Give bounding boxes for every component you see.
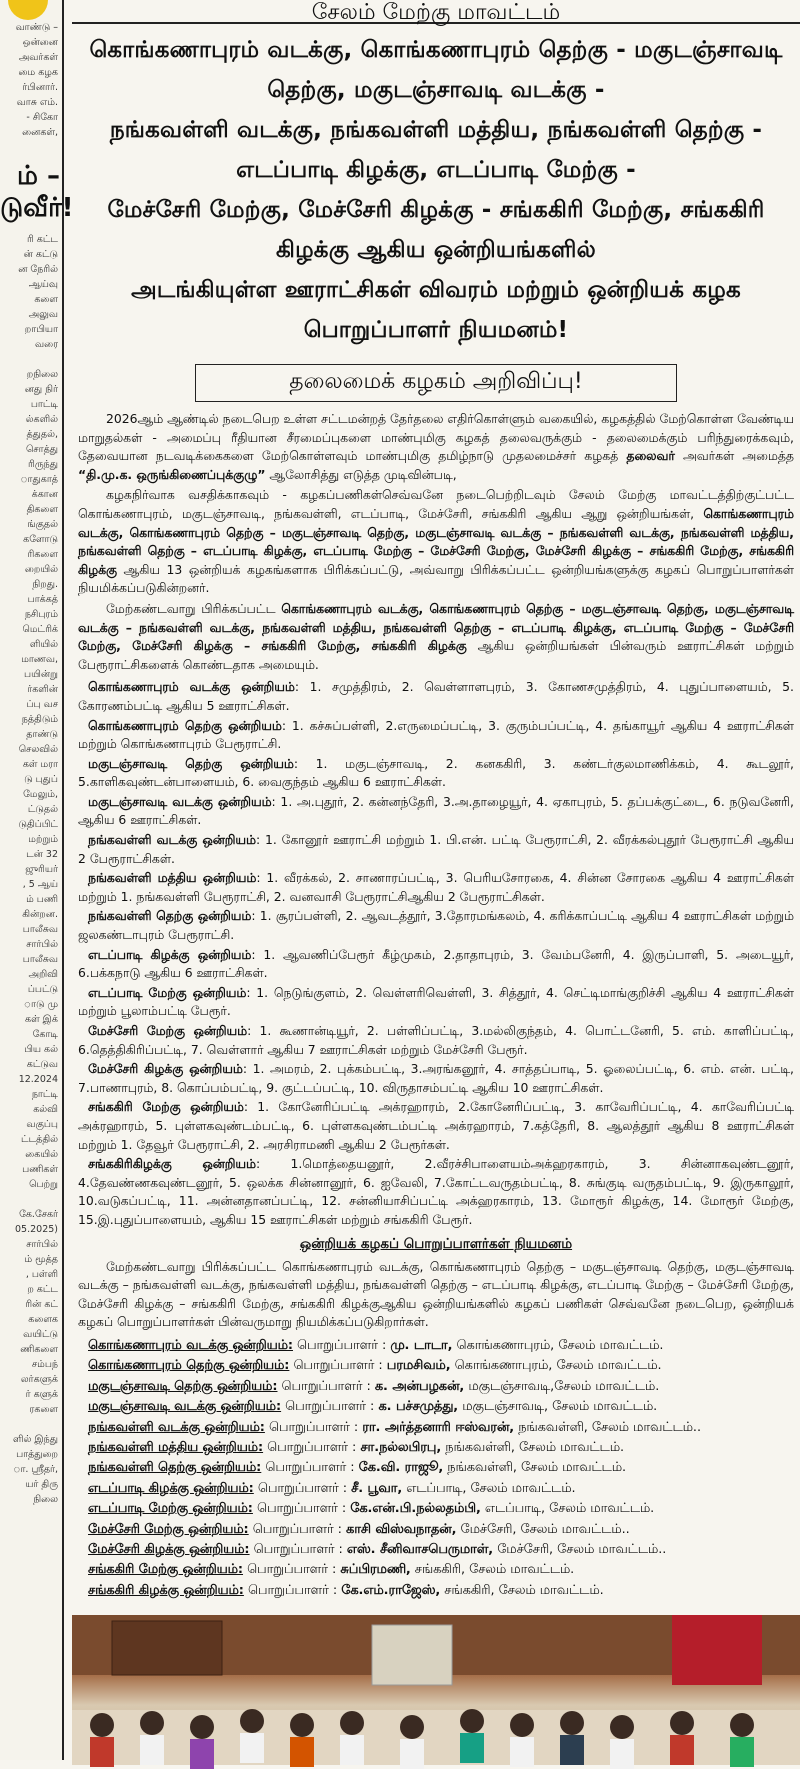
adjacent-text-fragment: - சிகோ <box>26 112 58 123</box>
text-run: மேற்கண்டவாறு பிரிக்கப்பட்ட <box>106 600 282 616</box>
adjacent-text-fragment: னைகள், <box>22 127 58 138</box>
union-entry <box>78 717 794 754</box>
adjacent-text-fragment: கட்டுவ <box>26 1059 58 1070</box>
appointment-row <box>78 1581 794 1601</box>
adjacent-text-fragment: கள் மரா <box>22 759 58 770</box>
adjacent-text-fragment: ரின் கட் <box>25 1299 58 1310</box>
adjacent-text-fragment: ப்பட்டு <box>27 984 58 995</box>
appointee-name: சுப்பிரமணி, <box>340 1562 411 1578</box>
union-villages: : 1. அ.புதூர், 2. கன்னந்தேரி, 3.அ.தாழையூர், 4. ஏகாபுரம், 5. தப்பக்குட்டை, 6. நடுவனேரி, ஆகிய 6 ஊராட்சிகள். <box>78 793 794 828</box>
appointment-row <box>78 1397 794 1417</box>
appointee-name: சா.நல்லபிரபு, <box>360 1439 442 1455</box>
union-list <box>78 678 794 1229</box>
union-name: எடப்பாடி கிழக்கு ஒன்றியம் <box>88 946 252 962</box>
text-run: 2026ஆம் ஆண்டில் நடைபெற உள்ள சட்டமன்றத் தேர்தலை எதிர்கொள்ளும் வகையில், கழகத்தில் மேற்கொள்ள வேண்டிய மாறுதல்கள் - அமைப்பு ரீதியான சீரமைப்புகளை மாண்புமிகு கழகத் தலைவருக்கும் - தலைமைக்கும் பரிந்துரைக்கவும், தேவையான நடவடிக்கைகளை மேற்கொள்ளவும் மாண்புமிகு தமிழ்நாடு முதலமைச்சர் கழகத் <box>78 411 794 464</box>
text-run: கழகநிர்வாக வசதிக்காகவும் - கழகப்பணிகள்செவ்வனே நடைபெற்றிடவும் சேலம் மேற்கு மாவட்டத்திற்குட்பட்ட கொங்கணாபுரம், மகுடஞ்சாவடி, நங்கவள்ளி, எடப்பாடி, மேச்சேரி, சங்ககிரி ஆகிய ஆறு ஒன்றியங்கள், <box>78 487 794 521</box>
appointment-role: பொறுப்பாளர் : <box>289 1358 387 1374</box>
adjacent-text-fragment: 05.2025) <box>15 1224 58 1235</box>
adjacent-text-fragment: சார்பில் <box>26 1239 58 1250</box>
appointee-name: ரா. அர்த்தனாரி ஈஸ்வரன், <box>362 1419 515 1435</box>
adjacent-text-fragment: னது நிர் <box>24 384 58 395</box>
union-name: மகுடஞ்சாவடி தெற்கு ஒன்றியம் <box>88 755 294 771</box>
appointee-place: நங்கவள்ளி, சேலம் மாவட்டம். <box>441 1439 625 1455</box>
appointee-name: கே.என்.பி.நல்லதம்பி, <box>350 1501 481 1517</box>
appointee-name: கே.வி. ராஜூ, <box>358 1460 444 1476</box>
appointment-row <box>78 1377 794 1397</box>
appointment-union: சங்ககிரி மேற்கு ஒன்றியம்: <box>88 1562 244 1578</box>
adjacent-text-fragment: மேலும், <box>23 789 58 800</box>
union-name: சங்ககிரிகிழக்கு ஒன்றியம் <box>88 1156 257 1172</box>
adjacent-text-fragment: , 5 ஆய் <box>22 879 58 890</box>
adjacent-text-fragment: ளில் இந்து <box>13 1434 58 1445</box>
appointee-place: கொங்கணாபுரம், சேலம் மாவட்டம். <box>452 1337 664 1353</box>
union-name: சங்ககிரி மேற்கு ஒன்றியம் <box>88 1099 244 1115</box>
appointee-name: சீ. பூவா, <box>351 1480 403 1496</box>
appointment-role: பொறுப்பாளர் : <box>252 1501 351 1517</box>
union-entry <box>78 1022 794 1059</box>
appointment-row <box>78 1499 794 1519</box>
appointment-role: பொறுப்பாளர் : <box>248 1521 347 1537</box>
adjacent-text-fragment: திகளை <box>26 504 58 515</box>
adjacent-text-fragment: ரிருந்து <box>28 459 58 470</box>
adjacent-text-fragment: பாலீசுவ <box>22 924 58 935</box>
adjacent-text-fragment: சார்பில் <box>26 939 58 950</box>
appointments-title: ஒன்றியக் கழகப் பொறுப்பாளர்கள் நியமனம் <box>299 1235 573 1252</box>
union-villages: : 1. கச்சுப்பள்ளி, 2.எருமைப்பட்டி, 3. குரும்பப்பட்டி, 4. தங்காயூர் ஆகிய 4 ஊராட்சிகள் மற்றும் கொங்கணாபுரம் பேரூராட்சி. <box>78 717 794 752</box>
union-entry <box>78 793 794 830</box>
appointment-role: பொறுப்பாளர் : <box>277 1378 375 1394</box>
adjacent-text-fragment: ற கட்ட <box>27 1284 58 1295</box>
adjacent-text-fragment: சம்பந் <box>31 1359 58 1370</box>
union-name: நங்கவள்ளி தெற்கு ஒன்றியம் <box>88 908 252 924</box>
announcement-article <box>72 0 800 1731</box>
adjacent-text-fragment: த்துதல், <box>26 429 58 440</box>
union-name: மேச்சேரி மேற்கு ஒன்றியம் <box>88 1023 248 1038</box>
union-villages: : 1. நெடுங்குளம், 2. வெள்ளரிவெள்ளி, 3. சித்தூர், 4. செட்டிமாங்குறிச்சி ஆகிய 4 ஊராட்சிகள் மற்றும் பூலாம்பட்டி பேரூர். <box>78 984 794 1019</box>
adjacent-text-fragment: பாலீசுவ <box>22 954 58 965</box>
adjacent-text-fragment: டுதிப்பிட் <box>18 819 58 830</box>
appointment-role: பொறுப்பாளர் : <box>263 1439 361 1455</box>
adjacent-text-fragment: அவர்கள் <box>18 52 58 63</box>
adjacent-text-fragment: பாட்டி <box>30 399 58 410</box>
appointee-place: நங்கவள்ளி, சேலம் மாவட்டம்.. <box>514 1419 702 1435</box>
appointment-union: மகுடஞ்சாவடி வடக்கு ஒன்றியம்: <box>88 1399 282 1415</box>
adjacent-text-fragment: ளியில் <box>29 639 58 650</box>
union-name: மகுடஞ்சாவடி வடக்கு ஒன்றியம் <box>88 793 272 809</box>
adjacent-text-fragment <box>0 352 62 367</box>
appointee-place: எடப்பாடி, சேலம் மாவட்டம். <box>480 1501 655 1517</box>
union-entry <box>78 678 794 715</box>
union-name: எடப்பாடி மேற்கு ஒன்றியம் <box>88 984 247 1000</box>
appointment-role: பொறுப்பாளர் : <box>253 1480 352 1496</box>
adjacent-text-fragment: ரிகளை <box>27 549 58 560</box>
appointment-role: பொறுப்பாளர் : <box>249 1541 347 1557</box>
adjacent-text-fragment: களோடு <box>23 534 58 545</box>
adjacent-text-fragment: கின்றன. <box>22 909 58 920</box>
union-villages: : 1. வீரக்கல், 2. சாணாரப்பட்டி, 3. பெரியசோரகை, 4. சின்ன சோரகை ஆகிய 4 ஊராட்சிகள் மற்றும் 1. நங்கவள்ளி பேரூராட்சி, 2. வனவாசி பேரூராட்சிஆகிய 2 பேரூராட்சிகள். <box>78 870 794 904</box>
union-entry <box>78 946 794 983</box>
adjacent-column-fragment <box>0 0 74 1760</box>
news-photo <box>72 1615 800 1765</box>
text-run: ஆகிய ஒன்றியங்கள் பின்வரும் ஊராட்சிகள் மற்றும் பேரூராட்சிகளைக் கொண்டதாக அமையும். <box>78 638 794 672</box>
adjacent-text-fragment: நிறது. <box>32 579 58 590</box>
appointment-union: மகுடஞ்சாவடி தெற்கு ஒன்றியம்: <box>88 1378 278 1394</box>
text-run: ஆலோசித்து எடுத்த முடிவின்படி, <box>265 466 457 482</box>
adjacent-text-fragment: ஜுரியர் <box>25 864 58 875</box>
notice-title-box: தலைமைக் கழகம் அறிவிப்பு! <box>195 364 677 402</box>
adjacent-text-fragment: மற்றும் <box>28 834 58 845</box>
union-villages: : 1. கோனூர் ஊராட்சி மற்றும் 1. பி.என். பட்டி பேரூராட்சி, 2. வீரக்கல்புதூர் பேரூராட்சி ஆகிய 2 பேரூராட்சிகள். <box>78 832 794 866</box>
intro-paragraph-3 <box>78 600 794 674</box>
union-villages: : 1. கோனேரிப்பட்டி அக்ரஹாரம், 2.கோனேரிப்பட்டி, 3. காவேரிப்பட்டி, 4. காவேரிப்பட்டி அக்ரஹாரம், 5. புள்ளகவுண்டம்பட்டி, 6. புள்ளகவுண்டம்பட்டி அக்ரஹாரம், 7.கத்தேரி, 8. ஆலத்தூர் ஆகிய 8 ஊராட்சிகள் மற்றும் 1. தேவூர் பேரூராட்சி, 2. அரசிராமணி ஆகிய 2 பேரூர்கள். <box>78 1099 794 1152</box>
adjacent-text-fragment: டன் 32 <box>26 849 58 860</box>
adjacent-text-fragment: ர்களின் <box>27 684 58 695</box>
union-entry <box>78 755 794 792</box>
adjacent-text-fragment: மாணவ, <box>21 654 58 665</box>
adjacent-text-fragment: ஒன்னை <box>22 37 58 48</box>
adjacent-text-fragment: ஆய்வு <box>28 279 58 290</box>
appointment-union: எடப்பாடி மேற்கு ஒன்றியம்: <box>88 1501 253 1517</box>
adjacent-text-fragment: அலுவ <box>28 309 58 320</box>
appointee-place: மகுடஞ்சாவடி, சேலம் மாவட்டம். <box>458 1399 658 1415</box>
appointee-place: சங்ககிரி, சேலம் மாவட்டம். <box>410 1562 575 1578</box>
adjacent-text-fragment: களைக <box>28 1314 58 1325</box>
union-name: கொங்கணாபுரம் வடக்கு ஒன்றியம் <box>88 679 295 695</box>
appointment-role: பொறுப்பாளர் : <box>243 1582 342 1598</box>
adjacent-headline-fragment-1: ம் – <box>17 161 60 191</box>
adjacent-text-fragment: பெற்று <box>29 1179 58 1190</box>
text-run-bold: தலைவர் <box>626 448 675 464</box>
appointment-union: மேச்சேரி கிழக்கு ஒன்றியம்: <box>88 1541 250 1557</box>
adjacent-text-fragment: வரை <box>35 339 58 350</box>
appointment-union: மேச்சேரி மேற்கு ஒன்றியம்: <box>88 1521 249 1537</box>
text-run-bold: கொங்கணாபுரம் வடக்கு, கொங்கணாபுரம் தெற்கு – மகுடஞ்சாவடி தெற்கு, மகுடஞ்சாவடி வடக்கு – நங்கவள்ளி வடக்கு, நங்கவள்ளி மத்திய, நங்கவள்ளி தெற்கு – எடப்பாடி கிழக்கு, எடப்பாடி மேற்கு – மேச்சேரி மேற்கு, மேச்சேரி கிழக்கு – சங்ககிரி மேற்கு, சங்ககிரி கிழக்கு <box>78 505 794 577</box>
appointment-union: எடப்பாடி கிழக்கு ஒன்றியம்: <box>88 1480 254 1496</box>
adjacent-text-fragment: கோடி <box>32 1029 58 1040</box>
adjacent-text-fragment: ல்களில் <box>25 414 58 425</box>
appointment-row <box>78 1438 794 1458</box>
text-run-bold: கொங்கணாபுரம் வடக்கு, கொங்கணாபுரம் தெற்கு – மகுடஞ்சாவடி தெற்கு, மகுடஞ்சாவடி வடக்கு – நங்கவள்ளி வடக்கு, நங்கவள்ளி மத்திய, நங்கவள்ளி தெற்கு – எடப்பாடி கிழக்கு, எடப்பாடி மேற்கு – மேச்சேரி மேற்கு, மேச்சேரி கிழக்கு – சங்ககிரி மேற்கு, சங்ககிரி கிழக்கு <box>78 600 794 654</box>
appointment-union: நங்கவள்ளி வடக்கு ஒன்றியம்: <box>88 1419 265 1435</box>
adjacent-text-fragment: லர்களுக் <box>20 1374 58 1385</box>
headline-line: மேச்சேரி மேற்கு, மேச்சேரி கிழக்கு - சங்ககிரி மேற்கு, சங்ககிரி கிழக்கு ஆகிய ஒன்றியங்களில் <box>107 197 765 263</box>
union-villages: : 1. அமரம், 2. புக்கம்பட்டி, 3.அரங்கனூர், 4. சாத்தப்பாடி, 5. ஓலைப்பட்டி, 6. எம். என். பட்டி, 7.பாணாபுரம், 8. கொப்பம்பட்டி, 9. குட்டப்பட்டி, 10. விருதாசம்பட்டி ஆகிய 10 ஊராட்சிகள். <box>78 1061 794 1095</box>
adjacent-text-fragment: பயின்று <box>24 669 58 680</box>
appointment-row <box>78 1418 794 1438</box>
appointee-place: எடப்பாடி, சேலம் மாவட்டம். <box>402 1480 576 1496</box>
adjacent-text-fragment: ம் மூத்த <box>24 1254 58 1265</box>
adjacent-text-fragment: ன் கட்டு <box>23 249 58 260</box>
union-entry <box>78 1098 794 1154</box>
adjacent-text-fragment: நசிபுரம் <box>24 609 58 620</box>
group-photo-illustration <box>72 1615 800 1765</box>
text-run: ஆகிய 13 ஒன்றியக் கழகங்களாக பிரிக்கப்பட்டு, அவ்வாறு பிரிக்கப்பட்ட ஒன்றியங்களுக்கு கழகப் பொறுப்பாளர்கள் நியமிக்கப்படுகின்றனர். <box>78 561 794 596</box>
appointee-name: மு. டாடா, <box>390 1337 453 1353</box>
union-entry <box>78 831 794 868</box>
adjacent-text-fragment: நாட்டி <box>31 1089 58 1100</box>
appointee-place: நங்கவள்ளி, சேலம் மாவட்டம். <box>443 1460 627 1476</box>
intro-paragraph-2 <box>78 486 794 598</box>
appointment-role: பொறுப்பாளர் : <box>281 1399 379 1415</box>
union-villages: : 1. சூரப்பள்ளி, 2. ஆவடத்தூர், 3.தோரமங்கலம், 4. கரிக்காப்பட்டி ஆகிய 4 ஊராட்சிகள் மற்றும் ஜலகண்டாபுரம் பேரூராட்சி. <box>78 908 794 943</box>
adjacent-text-fragment: ரி கட்ட <box>26 234 58 245</box>
adjacent-text-fragment: அறிவி <box>28 969 58 980</box>
headline-line: கொங்கணாபுரம் வடக்கு, கொங்கணாபுரம் தெற்கு - மகுடஞ்சாவடி தெற்கு, மகுடஞ்சாவடி வடக்கு - <box>89 37 783 103</box>
text-run: அவர்கள் அமைத்த <box>674 448 794 464</box>
appointee-name: காசி விஸ்வநாதன், <box>346 1521 457 1537</box>
adjacent-text-fragment: பிய கல் <box>24 1044 58 1055</box>
adjacent-text-fragment: ப்பு வச <box>26 699 58 710</box>
appointee-place: மேச்சேரி, சேலம் மாவட்டம்.. <box>493 1541 667 1557</box>
adjacent-text-fragment: ாடு மு <box>23 999 58 1010</box>
adjacent-text-fragment: நத்திடும் <box>21 714 58 725</box>
adjacent-text-fragment: ரகளை <box>29 1404 58 1415</box>
union-villages: : 1. ஆவணிப்பேரூர் கீழ்முகம், 2.தாதாபுரம், 3. வேம்பனேரி, 4. இருப்பாளி, 5. அடையூர், 6.பக்கநாடு ஆகிய 6 ஊராட்சிகள். <box>78 946 794 981</box>
union-villages: : 1. சமுத்திரம், 2. வெள்ளாளபுரம், 3. கோணசமுத்திரம், 4. புதுப்பாளையம், 5. கோரணம்பட்டி ஆகிய 5 ஊராட்சிகள். <box>78 679 794 713</box>
adjacent-text-fragment: வகுப்பு <box>26 1119 58 1130</box>
adjacent-text-fragment: ா. ஸ்ரீதர், <box>13 1464 58 1475</box>
adjacent-text-fragment: வாண்டு – <box>15 22 58 33</box>
adjacent-text-fragment: வாசு எம். <box>16 97 58 108</box>
appointee-place: மேச்சேரி, சேலம் மாவட்டம்.. <box>456 1521 630 1537</box>
appointments-intro: மேற்கண்டவாறு பிரிக்கப்பட்ட கொங்கணாபுரம் வடக்கு, கொங்கணாபுரம் தெற்கு – மகுடஞ்சாவடி தெற்கு, மகுடஞ்சாவடி வடக்கு – நங்கவள்ளி வடக்கு, நங்கவள்ளி மத்திய, நங்கவள்ளி தெற்கு – எடப்பாடி கிழக்கு, எடப்பாடி மேற்கு – மேச்சேரி மேற்கு, மேச்சேரி கிழக்கு – சங்ககிரி மேற்கு, சங்ககிரி கிழக்குஆகிய ஒன்றியங்களில் கழகப் பணிகள் செவ்வனே நடைபெற, ஒன்றியக் கழகப் பொறுப்பாளர்கள் பின்வருமாறு நியமிக்கப்படுகிறார்கள். <box>78 1258 794 1330</box>
union-villages: : 1. கூணான்டியூர், 2. பள்ளிப்பட்டி, 3.மல்லிகுந்தம், 4. பொட்டனேரி, 5. எம். காளிப்பட்டி, 6.தெத்திகிரிப்பட்டி, 7. வெள்ளார் ஆகிய 7 ஊராட்சிகள் மற்றும் மேச்சேரி பேரூர். <box>78 1023 794 1057</box>
adjacent-text-fragment: கே.சேகர் <box>19 1209 58 1220</box>
adjacent-text-fragment: ட்டுதல் <box>27 804 58 815</box>
appointee-name: கே.எம்.ராஜேஸ், <box>341 1582 441 1598</box>
adjacent-text-fragment: ன நேரில் <box>18 264 58 275</box>
adjacent-headline-fragment-2: டுவீர்! <box>0 193 74 223</box>
union-name: கொங்கணாபுரம் தெற்கு ஒன்றியம் <box>88 717 282 733</box>
adjacent-text-fragment: டு புதுப் <box>24 774 58 785</box>
adjacent-text-fragment: வயிட்டு <box>23 1329 58 1340</box>
union-name: மேச்சேரி கிழக்கு ஒன்றியம் <box>88 1061 243 1077</box>
appointment-union: கொங்கணாபுரம் தெற்கு ஒன்றியம்: <box>88 1358 290 1374</box>
appointment-row <box>78 1356 794 1376</box>
adjacent-text-fragment: றாபியா <box>24 324 58 335</box>
adjacent-text-fragment: கையில் <box>25 1149 58 1160</box>
appointee-place: சங்ககிரி, சேலம் மாவட்டம். <box>440 1582 604 1598</box>
appointment-role: பொறுப்பாளர் : <box>292 1337 391 1353</box>
adjacent-text-fragment: ம் பணி <box>26 894 58 905</box>
appointment-union: சங்ககிரி கிழக்கு ஒன்றியம்: <box>88 1582 244 1598</box>
appointment-union: நங்கவள்ளி மத்திய ஒன்றியம்: <box>88 1439 264 1455</box>
appointment-row <box>78 1560 794 1580</box>
headline-line: நங்கவள்ளி வடக்கு, நங்கவள்ளி மத்திய, நங்கவள்ளி தெற்கு - எடப்பாடி கிழக்கு, எடப்பாடி மேற்கு - <box>109 117 763 183</box>
headline <box>78 30 794 350</box>
adjacent-text-fragment: ணிகளை <box>20 1344 58 1355</box>
appointment-row <box>78 1458 794 1478</box>
appointment-role: பொறுப்பாளர் : <box>264 1419 363 1435</box>
appointee-name: எஸ். சீனிவாசபெருமாள், <box>346 1541 494 1557</box>
adjacent-text-fragment: சொத்து <box>25 444 58 455</box>
adjacent-text-fragment: ர் களுக் <box>25 1389 58 1400</box>
appointment-row <box>78 1479 794 1499</box>
adjacent-text-fragment <box>0 1192 62 1207</box>
union-entry <box>78 869 794 906</box>
adjacent-text-fragment: மெட்ரிக் <box>22 624 58 635</box>
union-name: நங்கவள்ளி மத்திய ஒன்றியம் <box>88 870 257 886</box>
intro-paragraph-1 <box>78 410 794 484</box>
union-entry <box>78 907 794 944</box>
adjacent-text-fragment: ாதுகாத் <box>20 474 58 485</box>
adjacent-text-fragment: ர்பினார். <box>22 82 58 93</box>
union-villages: : 1. மகுடஞ்சாவடி, 2. கனககிரி, 3. கண்டர்குலமாணிக்கம், 4. கூடலூர், 5.காளிகவுண்டன்பாளையம், 6. வைகுந்தம் ஆகிய 6 ஊராட்சிகள். <box>78 755 794 790</box>
adjacent-text-fragment: களை <box>34 294 58 305</box>
union-name: நங்கவள்ளி வடக்கு ஒன்றியம் <box>88 832 257 848</box>
appointment-row <box>78 1540 794 1560</box>
adjacent-text-fragment: க்கான <box>31 489 58 500</box>
appointment-row <box>78 1520 794 1540</box>
headline-line: அடங்கியுள்ள ஊராட்சிகள் விவரம் மற்றும் ஒன்றியக் கழக பொறுப்பாளர் நியமனம்! <box>131 277 741 343</box>
appointments-list <box>78 1336 794 1601</box>
adjacent-text-fragment: மை கழக <box>18 67 58 78</box>
adjacent-text-fragment: ட்டத்தில் <box>21 1134 58 1145</box>
adjacent-text-fragment: றநிலை <box>26 369 58 380</box>
appointee-name: பரமசிவம், <box>386 1358 451 1374</box>
appointment-role: பொறுப்பாளர் : <box>261 1460 359 1476</box>
adjacent-text-fragment: செலவில் <box>18 744 58 755</box>
union-entry <box>78 1155 794 1229</box>
adjacent-text-fragment: , பள்ளி <box>25 1269 58 1280</box>
union-villages: : 1.மொத்தையனூர், 2.வீரச்சிபாளையம்அக்ஹரகாரம், 3. சின்னாகவுண்டனூர், 4.தேவண்ணகவுண்டனூர், 5. ஒலக்க சின்னானூர், 6. ஐவேலி, 7.கோட்டவருதம்பட்டி, 8. சுங்குடி வருதம்பட்டி, 9. இருகாலூர், 10.வடுகப்பட்டி, 11. அன்னதானப்பட்டி, 12. சன்னியாசிப்பட்டி அக்ஹரகாரம், 13. மோரூர் கிழக்கு, 14. மோரூர் மேற்கு, 15.இ.புதுப்பாளையம், ஆகிய 15 ஊராட்சிகள் மற்றும் சங்ககிரி பேரூர். <box>78 1156 794 1227</box>
appointment-union: நங்கவள்ளி தெற்கு ஒன்றியம்: <box>88 1460 262 1476</box>
adjacent-text-fragment: நிலை <box>33 1494 58 1505</box>
appointment-role: பொறுப்பாளர் : <box>243 1562 341 1578</box>
adjacent-text-fragment: கல்வி <box>33 1104 58 1115</box>
adjacent-text-fragment <box>0 1417 62 1432</box>
adjacent-text-fragment: பாத்துறை <box>16 1449 58 1460</box>
adjacent-text-fragment: பாக்கத் <box>27 594 58 605</box>
appointee-name: க. அன்பழகன், <box>374 1378 465 1394</box>
district-title: சேலம் மேற்கு மாவட்டம் <box>72 0 800 24</box>
union-entry <box>78 1060 794 1097</box>
adjacent-text-fragment: 12.2024 <box>18 1074 58 1085</box>
adjacent-text-fragment: பணிகள் <box>22 1164 58 1175</box>
adjacent-text-fragment: ங்குதல் <box>27 519 58 530</box>
text-run-bold: “தி.மு.க. ஒருங்கிணைப்புக்குழு” <box>78 466 266 482</box>
appointment-row <box>78 1336 794 1356</box>
adjacent-text-fragment: தாண்டு <box>26 729 58 740</box>
adjacent-text-fragment: கள் இக் <box>25 1014 58 1025</box>
adjacent-text-fragment: றையில் <box>24 564 58 575</box>
appointment-union: கொங்கணாபுரம் வடக்கு ஒன்றியம்: <box>88 1337 293 1353</box>
yellow-graphic-fragment <box>8 0 48 20</box>
appointee-place: கொங்கணாபுரம், சேலம் மாவட்டம். <box>450 1358 662 1374</box>
appointee-name: க. பச்சமுத்து, <box>378 1399 459 1415</box>
union-entry <box>78 984 794 1021</box>
adjacent-text-fragment: யர் திரு <box>25 1479 58 1490</box>
appointee-place: மகுடஞ்சாவடி,சேலம் மாவட்டம். <box>464 1378 660 1394</box>
